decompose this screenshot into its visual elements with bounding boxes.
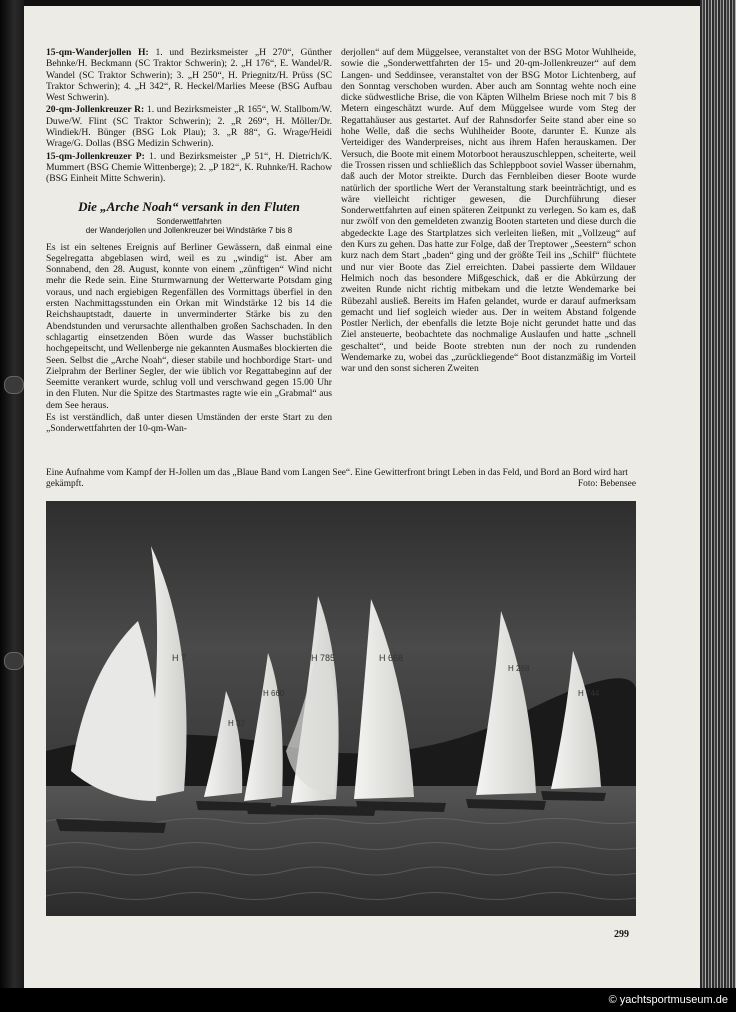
subhead-line-2: der Wanderjollen und Jollenkreuzer bei Windstärke 7 bis 8 [85, 226, 293, 236]
result-entry [46, 104, 332, 149]
sailing-photo-image [46, 501, 636, 916]
binder-ring [4, 652, 24, 670]
photo-water [46, 786, 636, 916]
result-class: 15-qm-Wanderjollen H: [46, 47, 149, 58]
sail-number: H 660 [263, 689, 285, 698]
page-left-edge [0, 0, 24, 990]
result-text: 1. und Bezirksmeister „P 51“, H. Dietrich/K. Mummert (BSG Chemie Wittenberge); 2. „P 182“, K. Ruhnke/H. Rachow (BSG Einheit Mitte Schwerin). [46, 150, 332, 185]
caption-text: Eine Aufnahme vom Kampf der H-Jollen um das „Blaue Band vom Langen See“. Eine Gewitterfront bringt Leben in das Feld, und Bord an Bord wird hart gekämpft. [46, 468, 628, 489]
sail-number: H 32 [228, 719, 245, 728]
article-headline: Die „Arche Noah“ versank in den Fluten [78, 198, 300, 214]
article-paragraph: derjollen“ auf dem Müggelsee, veranstaltet von der BSG Motor Wuhlheide, sowie die „Sonderwettfahrten der 15- und 20-qm-Jollenkreuzer“ auf dem Langen- und Seddinsee, veranstaltet von der BSG Motor Lichtenberg, auf den Sonntag verschoben wurden. Aber auch am Sonntag wehte noch eine dicke südwestliche Brise, die von Käpten Wilhelm Briese noch mit 7 bis 8 Metern eingeschätzt wurde. Auf dem Müggelsee wurde vom Steg der Regattahäuser aus gestartet. Auf der Rahnsdorfer Seite stand aber eine so hohe Welle, daß die sechs Wuhlheider Boote, darunter E. Kunze als Verteidiger des Wanderpreises, nicht aus ihrem Hafen herauskamen. Der Versuch, die Boote mit einem Motorboot herauszuschleppen, scheiterte, weil die Trossen rissen und schließlich das Schleppboot soviel Wasser übernahm, daß auch der Motor streikte. Durch das Fernbleiben dieser Boote wurde natürlich der sportliche Wert der Veranstaltung stark beeinträchtigt, und es wäre vielleicht richtiger gewesen, die Durchführung dieser Sonderwettfahrten auf einen späteren Zeitpunkt zu verlegen. So kam es, daß nur zwölf von den gemeldeten zwanzig Booten starteten und diese durch die abgedeckte Lage des Startplatzes sich verleiten ließen, mit „Vollzeug“ auf den Kurs zu gehen. Das hatte zur Folge, daß der Treptower „Seestern“ schon kurz nach dem Start „baden“ ging und der größte Teil ins „Schilf“ flüchtete und nur vier Boote das Ziel erreichten. Dabei passierte dem Wildauer Helmich noch das besondere Mißgeschick, daß er die Abkürzung der zweiten Runde nicht richtig mitbekam und die letzte Wendemarke bei Rübezahl ausließ. Bereits im Hafen gelandet, wurde er darauf aufmerksam gemacht und lief sogleich wieder aus. Der in weitem Abstand folgende Postler Nerlich, der ebenfalls die letzte Boje nicht gerundet hatte und das Ziel ansteuerte, beobachtete das nochmalige Auslaufen und hatte „schnell geschaltet“, und beide Boote strebten nun der noch zu rundenden Wendemarke zu, wobei das „zurückliegende“ Boot distanzmäßig im Vorteil war und den sonst sicheren Zweiten [341, 47, 636, 375]
sailing-photo [46, 501, 636, 916]
photo-credit: Foto: Bebensee [577, 479, 636, 489]
article-paragraph: Es ist verständlich, daß unter diesen Umständen der erste Start zu den „Sonderwettfahrten der 10-qm-Wan- [46, 412, 332, 435]
article-paragraph: Es ist ein seltenes Ereignis auf Berliner Gewässern, daß einmal eine Segelregatta abgeblasen wird, weil es zu „windig“ ist. Aber am Sonnabend, den 28. August, konnte von einem „zünftigen“ Wind nicht mehr die Rede sein. Eine Sturmwarnung der Wetterwarte Potsdam ging voraus, und nach ergiebigen Regenfällen des Vormittags überfiel in den ersten Nachmittagsstunden ein Orkan mit Windstärke 12 bis 14 die Reichshauptstadt, dauerte in unverminderter Stärke bis zu den Abendstunden und verursachte allenthalben großen Sachschaden. In den schlagartig einsetzenden Böen wurde das Wasser buchstäblich hochgepeitscht, und Wellenberge nie gekannten Ausmaßes blockierten die Seen. Selbst die „Arche Noah“, dieser stabile und hochbordige Start- und Zielprahm der Berliner Segler, der wie üblich vor Regattabeginn auf der Seemitte verankert wurde, schlug voll und verschwand gegen 15.00 Uhr in den Fluten. Nur die Spitze des Startmastes ragte wie ein „Grabmal“ aus dem See heraus. [46, 241, 332, 411]
binder-ring [4, 376, 24, 394]
result-text: 1. und Bezirksmeister „R 165“, W. Stallbom/W. Duwe/W. Flint (SC Traktor Schwerin); 2. „R 269“, H. Möller/Dr. Windiek/H. Bünger (BSG Lok Plau); 3. „R 88“, G. Wrage/Heidi Wrage/G. Dollas (BSG Medizin Schwerin). [46, 104, 332, 150]
result-entry [46, 151, 332, 185]
sail-number: H 268 [508, 664, 530, 673]
result-class: 15-qm-Jollenkreuzer P: [46, 150, 145, 162]
sail-number: H 744 [578, 689, 600, 698]
right-column [341, 47, 636, 376]
subhead-line-1: Sonderwettfahrten [156, 216, 222, 226]
book-binding [700, 0, 736, 992]
left-column [46, 47, 332, 436]
result-text: 1. und Bezirksmeister „H 270“, Günther Behnke/H. Beckmann (SC Traktor Schwerin); 2. „H 176“, E. Wandel/R. Wandel (SC Traktor Schwerin); 3. „H 250“, H. Priegnitz/H. Prüss (SC Traktor Schwerin); 4. „H 342“, R. Heckel/Marlies Meese (BSG Aufbau West Schwerin). [46, 47, 332, 104]
result-class: 20-qm-Jollenkreuzer R: [46, 104, 145, 116]
sail-number: H 785 [311, 653, 336, 663]
sail-number: H 668 [379, 653, 404, 663]
result-entry [46, 47, 332, 103]
page-number: 299 [614, 929, 629, 940]
watermark: © yachtsportmuseum.de [608, 994, 728, 1006]
article-subheading [46, 217, 332, 236]
sail-number: H 7 [172, 653, 187, 663]
photo-caption [46, 468, 636, 490]
